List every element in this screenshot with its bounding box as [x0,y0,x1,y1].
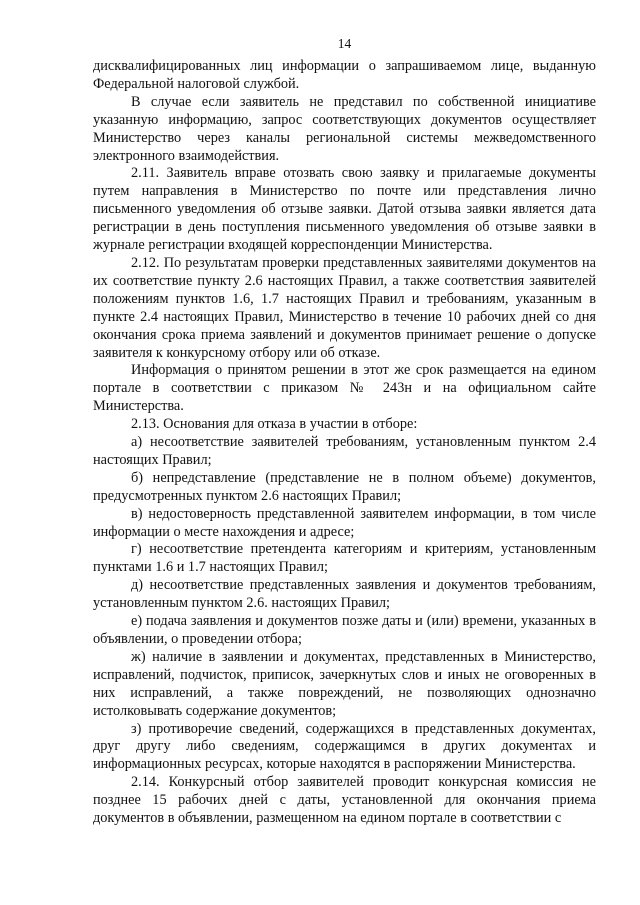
list-item-v: в) недостоверность представленной заявителем информации, в том числе информации о месте нахождения и адресе; [93,505,596,540]
paragraph-decision-publication: Информация о принятом решении в этот же срок размещается на едином портале в соответствии с приказом № 243н и на официальном сайте Министерства. [93,362,596,415]
paragraph-2-11: 2.11. Заявитель вправе отозвать свою заявку и прилагаемые документы путем направления в Министерство по почте или представления лично письменного уведомления об отзыве заявки. Датой отзыва заявки является дата регистрации в день поступления письменного уведомления об отзыве заявки в журнале регистрации входящей корреспонденции Министерства. [93,165,596,254]
paragraph-2-13: 2.13. Основания для отказа в участии в отборе: [131,416,418,433]
paragraph-interagency-request: В случае если заявитель не представил по собственной инициативе указанную информацию, запрос соответствующих документов осуществляет Министерство через каналы региональной системы межведомственного электронного взаимодействия. [93,93,596,164]
list-item-a: а) несоответствие заявителей требованиям, установленным пунктом 2.4 настоящих Правил; [93,434,596,468]
list-item-e: е) подача заявления и документов позже даты и (или) времени, указанных в объявлении, о проведении отбора; [93,613,596,647]
paragraph-2-12: 2.12. По результатам проверки представленных заявителями документов на их соответствие пункту 2.6 настоящих Правил, а также соответствия заявителей положениям пунктов 1.6, 1.7 настоящих Правил и требованиям, указанным в пункте 2.4 настоящих Правил, Министерство в течение 10 рабочих дней со дня окончания срока приема заявлений и документов принимает решение о допуске заявителя к конкурсному отбору или об отказе. [93,254,596,361]
paragraph-2-14: 2.14. Конкурсный отбор заявителей проводит конкурсная комиссия не позднее 15 рабочих дней с даты, установленной для окончания приема документов в объявлении, размещенном на едином портале в соответствии с [93,774,596,827]
page-number: 14 [337,36,352,51]
list-item-zh: ж) наличие в заявлении и документах, представленных в Министерство, исправлений, подчисток, приписок, зачеркнутых слов и иных не оговоренных в них исправлений, а также повреждений, не позволяющих однозначно истолковывать содержание документов; [93,648,596,719]
list-item-z: з) противоречие сведений, содержащихся в представленных документах, друг другу либо сведениям, содержащимся в других документах и информационных ресурсах, которые находятся в распоряжении Министерства. [93,720,596,773]
list-item-d: д) несоответствие представленных заявления и документов требованиям, установленным пунктом 2.6. настоящих Правил; [93,577,596,612]
paragraph-continuation: дисквалифицированных лиц информации о запрашиваемом лице, выданную Федеральной налоговой службой. [93,58,596,92]
list-item-b: б) непредставление (представление не в полном объеме) документов, предусмотренных пунктом 2.6 настоящих Правил; [93,469,596,504]
list-item-g: г) несоответствие претендента категориям и критериям, установленным пунктами 1.6 и 1.7 настоящих Правил; [93,541,596,576]
document-page [93,36,596,828]
